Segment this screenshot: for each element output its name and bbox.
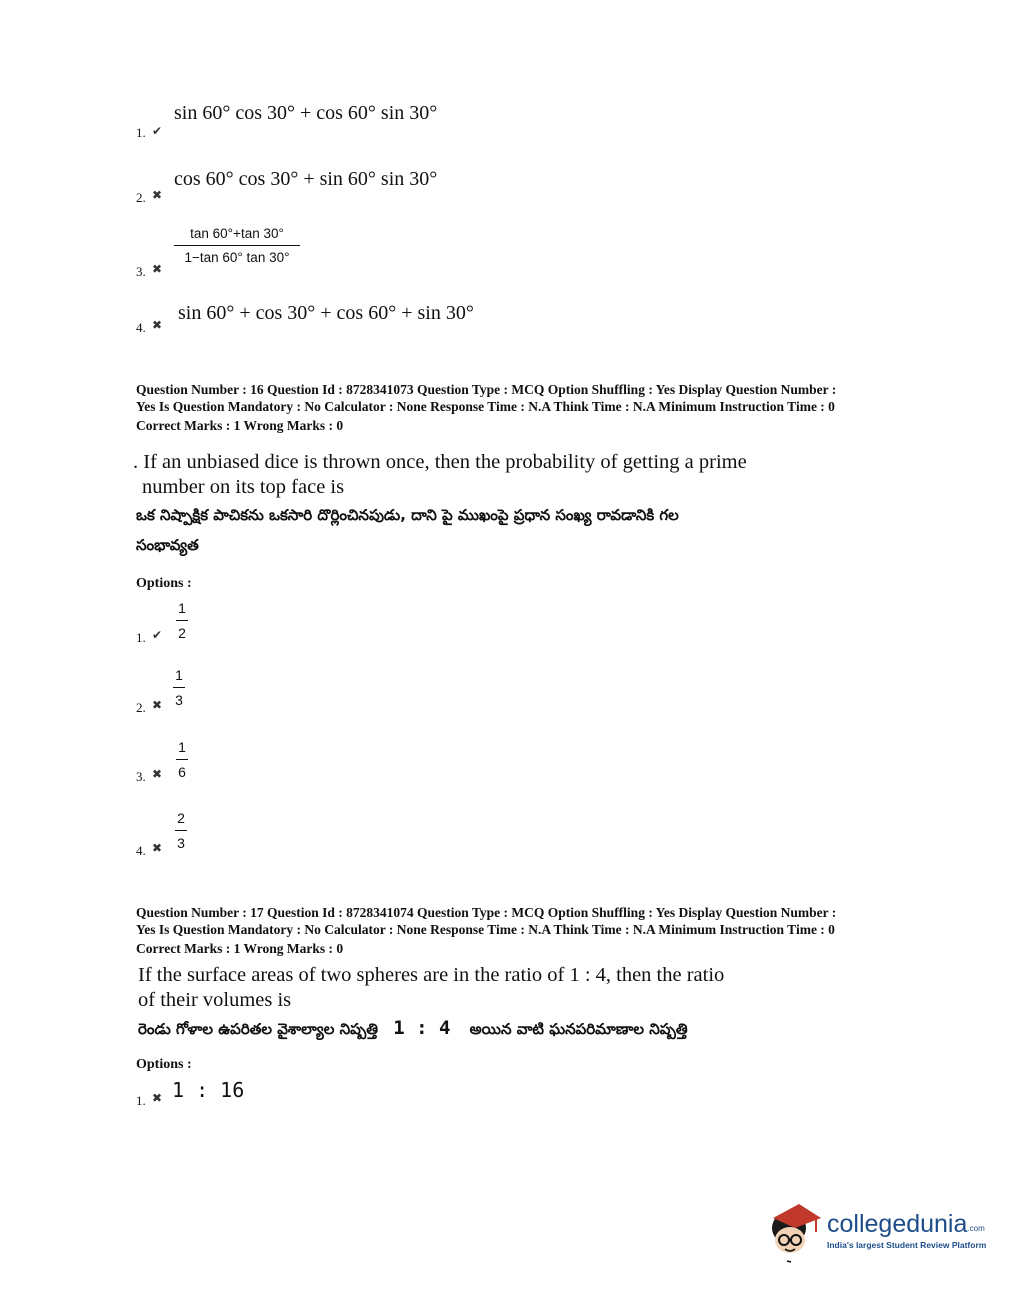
option-number: 1. (136, 1093, 146, 1108)
cross-icon: ✖ (152, 1091, 163, 1105)
fraction-denominator: 2 (178, 625, 186, 641)
q17-options-label: Options : (136, 1057, 192, 1072)
q16-option-4 (136, 810, 236, 860)
option-fraction (176, 600, 188, 641)
question-text-telugu (138, 1013, 858, 1044)
question-text-telugu: ఒక నిష్పాక్షిక పాచికను ఒకసారి దొర్లించినపుడు, దాని పై ముఖంపై ప్రధాన సంఖ్య రావడానికి గల (136, 506, 679, 524)
fraction-numerator: tan 60°+tan 30° (190, 226, 284, 241)
check-icon: ✔ (152, 628, 163, 642)
question-text-english (133, 450, 853, 475)
ratio-value: 1 : 4 (393, 1017, 451, 1039)
q16-option-3 (136, 739, 236, 785)
question-meta-line: Yes Is Question Mandatory : No Calculator : None Response Time : N.A Think Time : N.A Minimum Instruction Time : 0 (136, 399, 835, 414)
cross-icon: ✖ (152, 318, 163, 332)
q16-meta (136, 381, 836, 434)
option-number: 2. (136, 700, 146, 715)
option-number: 3. (136, 769, 146, 784)
question-marks: Correct Marks : 1 Wrong Marks : 0 (136, 418, 344, 433)
question-text-english: If the surface areas of two spheres are in the ratio of 1 : 4, then the ratio (138, 964, 725, 986)
option-expression: sin 60° + cos 30° + cos 60° + sin 30° (178, 302, 474, 324)
q15-option-3 (136, 224, 636, 284)
logo-name: collegedunia (827, 1210, 968, 1238)
option-number: 4. (136, 320, 146, 335)
q15-option-2 (136, 166, 636, 210)
question-meta-line: Question Number : 16 Question Id : 8728341073 Question Type : MCQ Option Shuffling : Yes Display Question Number : (136, 382, 837, 397)
check-icon: ✔ (152, 124, 163, 138)
fraction-numerator: 1 (178, 600, 186, 616)
q16-options-label: Options : (136, 576, 192, 591)
question-meta-line: Question Number : 17 Question Id : 8728341074 Question Type : MCQ Option Shuffling : Yes Display Question Number : (136, 905, 837, 920)
option-expression: cos 60° cos 30° + sin 60° sin 30° (174, 168, 438, 190)
fraction-numerator: 2 (177, 810, 185, 826)
telugu-text-part: రెండు గోళాల ఉపరితల వైశాల్యాల నిష్పత్తి (138, 1020, 378, 1038)
logo-suffix: .com (967, 1223, 985, 1233)
option-fraction (175, 810, 187, 851)
fraction-denominator: 3 (175, 692, 183, 708)
question-meta-line: Yes Is Question Mandatory : No Calculator : None Response Time : N.A Think Time : N.A Minimum Instruction Time : 0 (136, 922, 835, 937)
cross-icon: ✖ (152, 262, 163, 276)
fraction-bar (173, 687, 185, 688)
q17-question-text (138, 963, 858, 1044)
option-number: 1. (136, 630, 146, 645)
mascot-icon (765, 1198, 825, 1268)
q16-option-2 (136, 667, 236, 717)
option-ratio: 1 : 16 (172, 1078, 245, 1102)
fraction-denominator: 6 (178, 764, 186, 780)
fraction-denominator: 3 (177, 835, 185, 851)
fraction-bar (176, 759, 188, 760)
cross-icon: ✖ (152, 841, 163, 855)
q15-option-1 (136, 100, 636, 144)
q16-option-1 (136, 600, 236, 646)
collegedunia-logo (765, 1198, 986, 1268)
logo-tagline: India's largest Student Review Platform (827, 1240, 987, 1250)
cross-icon: ✖ (152, 698, 163, 712)
question-marks: Correct Marks : 1 Wrong Marks : 0 (136, 941, 344, 956)
fraction-bar (174, 245, 300, 246)
cross-icon: ✖ (152, 767, 163, 781)
option-expression: sin 60° cos 30° + cos 60° sin 30° (174, 102, 438, 124)
option-number: 1. (136, 125, 146, 140)
cross-icon: ✖ (152, 188, 163, 202)
fraction-numerator: 1 (178, 739, 186, 755)
question-text-english-cont: of their volumes is (138, 989, 292, 1011)
fraction-bar (175, 830, 187, 831)
question-text-english-cont: number on its top face is (142, 476, 345, 498)
option-fraction (176, 739, 188, 780)
option-number: 2. (136, 190, 146, 205)
leading-dot: . (133, 451, 139, 473)
q16-question-text (133, 450, 853, 560)
fraction-numerator: 1 (175, 667, 183, 683)
logo-text-block (827, 1210, 986, 1250)
q17-meta (136, 904, 836, 957)
option-fraction (174, 226, 300, 265)
fraction-bar (176, 620, 188, 621)
q15-option-4 (136, 300, 696, 340)
q17-option-1 (136, 1076, 336, 1112)
option-fraction (173, 667, 185, 708)
option-number: 3. (136, 264, 146, 279)
fraction-denominator: 1−tan 60° tan 30° (184, 250, 290, 265)
telugu-text-part: అయిన వాటి ఘనపరిమాణాల నిష్పత్తి (469, 1020, 688, 1038)
question-text-telugu-cont: సంభావ్యత (136, 536, 199, 554)
question-line: If an unbiased dice is thrown once, then the probability of getting a prime (143, 451, 747, 473)
option-number: 4. (136, 843, 146, 858)
